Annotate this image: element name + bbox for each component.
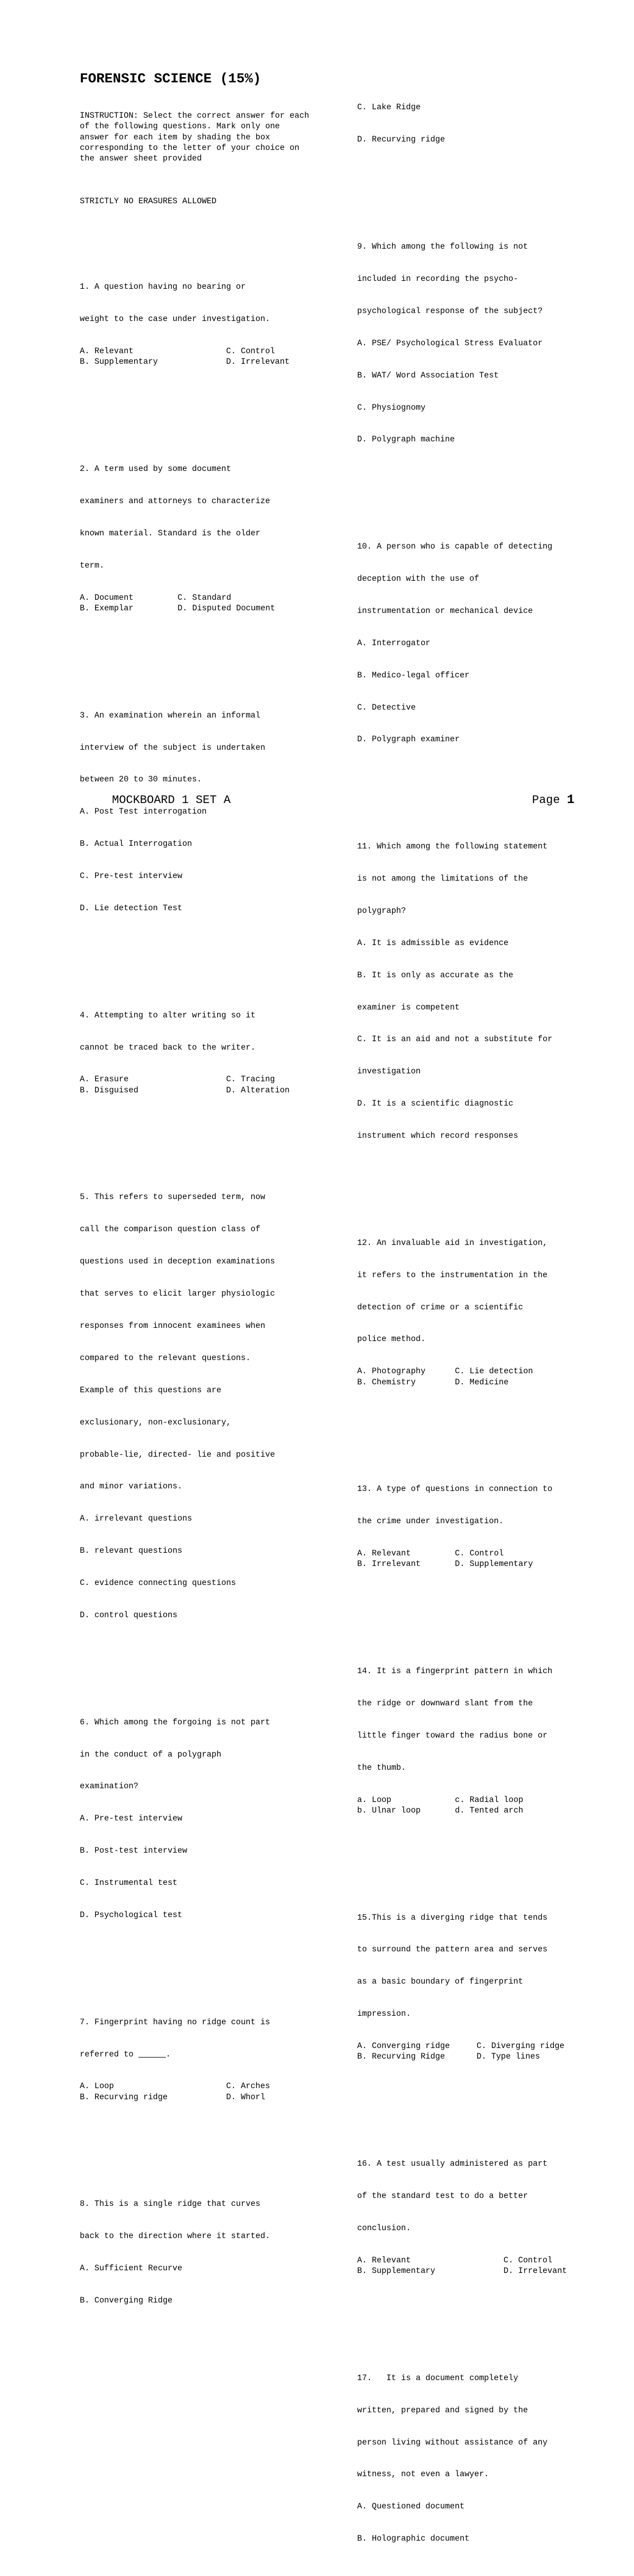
question-8-continued xyxy=(357,81,590,166)
question-text-line: witness, not even a lawyer. xyxy=(357,2469,489,2479)
option-d: D. Psychological test xyxy=(80,1910,182,1920)
option-b: B. relevant questions xyxy=(80,1546,182,1556)
question-text-line: probable-lie, directed- lie and positive xyxy=(80,1449,275,1459)
option-b: B. Supplementary xyxy=(357,2266,435,2276)
question-text-line: the ridge or downward slant from the xyxy=(357,1698,533,1708)
option-c: C. Detective xyxy=(357,702,416,712)
question-text-line: that serves to elicit larger physiologic xyxy=(80,1289,275,1299)
question-text-line: 4. Attempting to alter writing so it xyxy=(80,1010,256,1020)
question-text-line: interview of the subject is undertaken xyxy=(80,742,265,752)
question-text-line: 6. Which among the forgoing is not part xyxy=(80,1717,271,1727)
option-d: D. control questions xyxy=(80,1610,178,1620)
option-c: C. It is an aid and not a substitute for xyxy=(357,1034,553,1044)
option-a: A. Loop xyxy=(80,2081,114,2091)
question-text-line: psychological response of the subject? xyxy=(357,306,543,316)
option-a: a. Loop xyxy=(357,1795,391,1805)
question-text-line: included in recording the psycho- xyxy=(357,273,518,284)
question-text-line: the crime under investigation. xyxy=(357,1516,504,1526)
question-text-line: 5. This refers to superseded term, now xyxy=(80,1192,265,1202)
question-text-line: 9. Which among the following is not xyxy=(357,242,528,252)
question-text-line: known material. Standard is the older xyxy=(80,528,260,538)
option-d: d. Tented arch xyxy=(455,1805,524,1815)
question-4 xyxy=(80,988,312,1117)
question-text-fragment: referred to xyxy=(80,2049,134,2059)
option-c: C. Diverging ridge xyxy=(477,2041,565,2051)
option-b: b. Ulnar loop xyxy=(357,1805,421,1815)
question-text-line: cannot be traced back to the writer. xyxy=(80,1042,256,1052)
question-text-line: 14. It is a fingerprint pattern in which xyxy=(357,1666,553,1676)
option-a: A. Sufficient Recurve xyxy=(80,2263,182,2273)
option-a: A. Document xyxy=(80,592,134,602)
question-text-line: in the conduct of a polygraph xyxy=(80,1749,221,1759)
option-a: A. Questioned document xyxy=(357,2502,465,2512)
option-b: B. Post-test interview xyxy=(80,1846,188,1856)
option-b: B. It is only as accurate as the xyxy=(357,970,514,980)
question-7 xyxy=(80,1995,312,2124)
option-d: D. Disputed Document xyxy=(178,603,275,613)
question-text-line: 10. A person who is capable of detecting xyxy=(357,542,553,552)
option-a: A. Erasure xyxy=(80,1074,129,1084)
option-d: D. Alteration xyxy=(226,1085,290,1095)
question-text-line: conclusion. xyxy=(357,2223,411,2233)
option-b: B. Actual Interrogation xyxy=(80,839,192,849)
option-a: A. irrelevant questions xyxy=(80,1514,192,1524)
option-c: C. Control xyxy=(504,2255,553,2265)
question-text-line: written, prepared and signed by the xyxy=(357,2405,528,2415)
option-b: B. WAT/ Word Association Test xyxy=(357,370,499,380)
answer-blank xyxy=(138,2050,166,2058)
option-c: C. Physiognomy xyxy=(357,402,426,412)
question-text-line: 7. Fingerprint having no ridge count is xyxy=(80,2017,271,2027)
page-label: Page xyxy=(532,794,560,807)
question-text-line: 15.This is a diverging ridge that tends xyxy=(357,1912,548,1922)
option-d: D. Polygraph machine xyxy=(357,435,455,445)
question-text-line: exclusionary, non-exclusionary, xyxy=(80,1417,231,1427)
question-text-line: police method. xyxy=(357,1334,426,1344)
question-text-line: 17. It is a document completely xyxy=(357,2373,518,2383)
exam-title: FORENSIC SCIENCE (15%) xyxy=(80,70,262,87)
question-text-line: as a basic boundary of fingerprint xyxy=(357,1977,524,1987)
option-a: A. Post Test interrogation xyxy=(80,807,207,817)
option-b: B. Converging Ridge xyxy=(80,2296,173,2306)
question-5 xyxy=(80,1171,312,1642)
question-text-line: 12. An invaluable aid in investigation, xyxy=(357,1238,548,1248)
question-text-line: 1. A question having no bearing or xyxy=(80,282,246,292)
question-text-line: between 20 to 30 minutes. xyxy=(80,775,202,785)
question-text-line: impression. xyxy=(357,2009,411,2019)
option-b-continued: examiner is competent xyxy=(357,1002,460,1012)
option-c: c. Radial loop xyxy=(455,1795,524,1805)
footer-set-label: MOCKBOARD 1 SET A xyxy=(112,794,231,807)
option-b: B. Medico-legal officer xyxy=(357,670,470,680)
option-b: B. Holographic document xyxy=(357,2534,470,2544)
instruction-text: INSTRUCTION: Select the correct answer for each of the following questions. Mark only one answer for each item by shading the box corresponding to the letter of your choice on the answer sheet provided xyxy=(80,111,314,164)
option-d: D. Medicine xyxy=(455,1377,509,1387)
option-a: A. Photography xyxy=(357,1366,426,1376)
question-9 xyxy=(357,220,590,466)
question-8 xyxy=(80,2177,312,2327)
question-text-line: 16. A test usually administered as part xyxy=(357,2159,548,2169)
option-a: A. Relevant xyxy=(80,346,134,356)
option-c: C. Lie detection xyxy=(455,1366,533,1376)
option-d: D. Irrelevant xyxy=(504,2266,567,2276)
question-text-line: 2. A term used by some document xyxy=(80,464,231,474)
question-text-line: deception with the use of xyxy=(357,573,479,583)
option-c: C. Standard xyxy=(178,592,231,602)
footer-page xyxy=(532,793,574,808)
question-text-line: term. xyxy=(80,560,105,570)
option-b: B. Recurving Ridge xyxy=(357,2052,445,2062)
question-text-line: the thumb. xyxy=(357,1762,406,1772)
option-d: D. Recurving ridge xyxy=(357,135,445,145)
option-b: B. Irrelevant xyxy=(357,1559,421,1569)
option-c: C. Pre-test interview xyxy=(80,871,182,881)
question-text-line: referred to . xyxy=(80,2049,171,2059)
option-c: C. Control xyxy=(455,1549,504,1559)
question-text-line: to surround the pattern area and serves xyxy=(357,1945,548,1955)
option-d: D. Lie detection Test xyxy=(80,903,182,913)
option-c-continued: investigation xyxy=(357,1067,421,1077)
option-a: A. PSE/ Psychological Stress Evaluator xyxy=(357,338,543,348)
option-c: C. Instrumental test xyxy=(80,1878,178,1888)
question-text-line: 8. This is a single ridge that curves xyxy=(80,2199,260,2209)
question-6 xyxy=(80,1695,312,1942)
option-c: C. evidence connecting questions xyxy=(80,1578,236,1588)
no-erasures-notice: STRICTLY NO ERASURES ALLOWED xyxy=(80,196,217,206)
question-text-line: examiners and attorneys to characterize xyxy=(80,496,271,506)
question-14 xyxy=(357,1644,590,1837)
question-text-line: back to the direction where it started. xyxy=(80,2231,271,2241)
option-a: A. Converging ridge xyxy=(357,2041,450,2051)
question-10 xyxy=(357,520,590,766)
question-13 xyxy=(357,1462,590,1591)
question-text-line: examination? xyxy=(80,1781,138,1791)
question-text-line: Example of this questions are xyxy=(80,1385,221,1395)
option-c: C. Arches xyxy=(226,2081,271,2091)
question-text-line: polygraph? xyxy=(357,905,406,916)
option-c: C. Tracing xyxy=(226,1074,275,1084)
question-text-line: and minor variations. xyxy=(80,1482,182,1492)
question-15 xyxy=(357,1891,590,2083)
option-d-continued: instrument which record responses xyxy=(357,1131,518,1141)
question-text-line: of the standard test to do a better xyxy=(357,2191,528,2201)
question-text-line: questions used in deception examinations xyxy=(80,1257,275,1267)
option-d: D. Whorl xyxy=(226,2092,265,2102)
question-text-line: person living without assistance of any xyxy=(357,2437,548,2447)
option-a: A. Relevant xyxy=(357,1549,411,1559)
question-text-line: 3. An examination wherein an informal xyxy=(80,710,260,720)
question-text-line: call the comparison question class of xyxy=(80,1224,260,1234)
question-11 xyxy=(357,819,590,1163)
left-column xyxy=(80,49,312,2338)
question-text-line: instrumentation or mechanical device xyxy=(357,606,533,616)
question-text-line: it refers to the instrumentation in the xyxy=(357,1270,548,1280)
option-d: D. Supplementary xyxy=(455,1559,533,1569)
option-c: C. Lake Ridge xyxy=(357,102,421,112)
option-b: B. Disguised xyxy=(80,1085,138,1095)
question-text-line: 13. A type of questions in connection to xyxy=(357,1484,553,1494)
question-2 xyxy=(80,442,312,635)
question-text-line: is not among the limitations of the xyxy=(357,873,528,883)
question-text-line: compared to the relevant questions. xyxy=(80,1353,251,1363)
question-3 xyxy=(80,688,312,935)
option-b: B. Chemistry xyxy=(357,1377,416,1387)
question-1 xyxy=(80,260,312,389)
option-a: A. It is admissible as evidence xyxy=(357,938,509,948)
option-d: D. Polygraph examiner xyxy=(357,734,460,744)
option-b: B. Recurving ridge xyxy=(80,2092,168,2102)
option-b: B. Supplementary xyxy=(80,357,158,367)
question-text-line: 11. Which among the following statement xyxy=(357,842,548,852)
option-a: A. Interrogator xyxy=(357,638,431,648)
question-17 xyxy=(357,2351,590,2565)
option-d: D. Type lines xyxy=(477,2052,540,2062)
question-text-line: little finger toward the radius bone or xyxy=(357,1730,548,1740)
question-text-line: responses from innocent examinees when xyxy=(80,1320,265,1331)
option-d: D. Irrelevant xyxy=(226,357,290,367)
question-text-line: detection of crime or a scientific xyxy=(357,1302,524,1312)
question-text-line: weight to the case under investigation. xyxy=(80,314,271,324)
option-a: A. Relevant xyxy=(357,2255,411,2265)
option-c: C. Control xyxy=(226,346,275,356)
question-16 xyxy=(357,2137,590,2298)
page-number: 1 xyxy=(567,793,575,807)
option-d: D. It is a scientific diagnostic xyxy=(357,1099,514,1109)
option-b: B. Exemplar xyxy=(80,603,134,613)
right-column xyxy=(357,49,590,2576)
option-a: A. Pre-test interview xyxy=(80,1814,182,1824)
question-12 xyxy=(357,1216,590,1409)
